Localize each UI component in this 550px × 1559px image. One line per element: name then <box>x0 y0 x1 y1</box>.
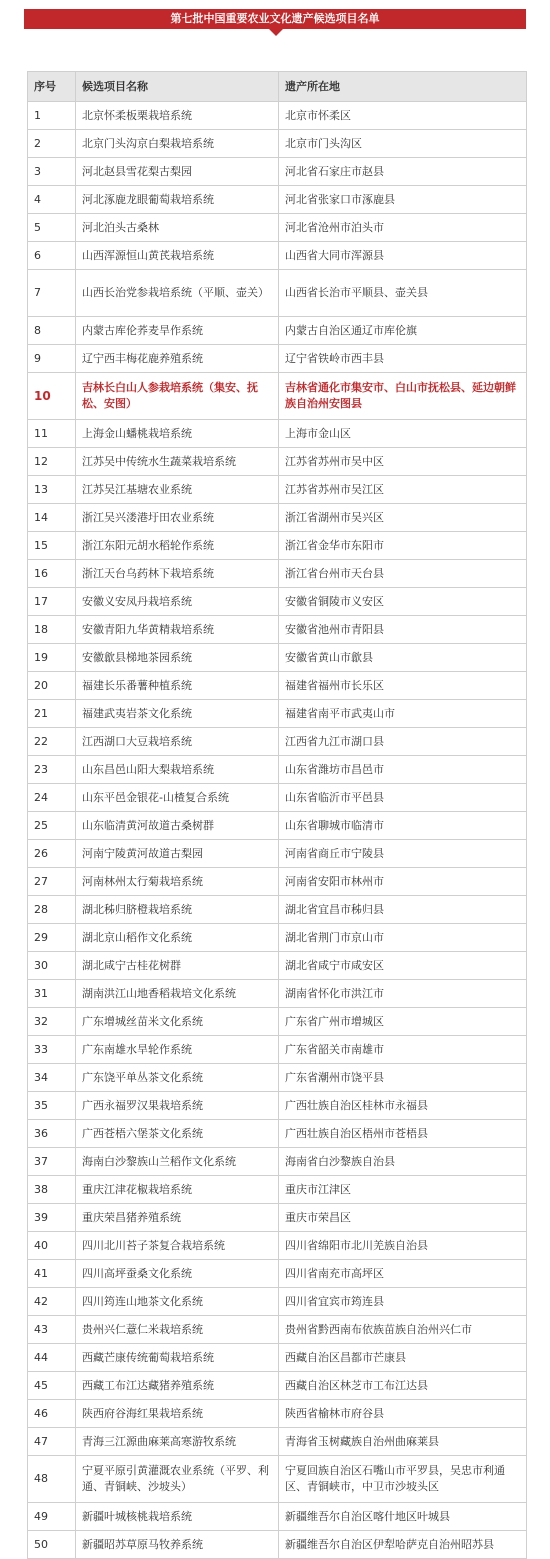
table-row <box>28 784 527 812</box>
cell-location: 河北省沧州市泊头市 <box>279 214 527 242</box>
cell-location: 湖北省荆门市京山市 <box>279 924 527 952</box>
cell-no: 27 <box>28 868 76 896</box>
cell-name: 贵州兴仁薏仁米栽培系统 <box>76 1316 279 1344</box>
cell-location: 河南省商丘市宁陵县 <box>279 840 527 868</box>
cell-name: 湖北秭归脐橙栽培系统 <box>76 896 279 924</box>
cell-location: 西藏自治区昌都市芒康县 <box>279 1344 527 1372</box>
cell-no: 10 <box>28 373 76 420</box>
table-row <box>28 1344 527 1372</box>
cell-no: 50 <box>28 1531 76 1559</box>
cell-no: 40 <box>28 1232 76 1260</box>
cell-name: 安徽义安凤丹栽培系统 <box>76 588 279 616</box>
table-row <box>28 1036 527 1064</box>
candidate-table <box>27 71 527 1559</box>
banner-arrow-icon <box>269 29 283 36</box>
table-row <box>28 504 527 532</box>
cell-name: 山西长治党参栽培系统（平顺、壶关） <box>76 270 279 317</box>
cell-location: 内蒙古自治区通辽市库伦旗 <box>279 317 527 345</box>
cell-no: 48 <box>28 1456 76 1503</box>
cell-name: 河北涿鹿龙眼葡萄栽培系统 <box>76 186 279 214</box>
cell-no: 18 <box>28 616 76 644</box>
cell-name: 山西浑源恒山黄芪栽培系统 <box>76 242 279 270</box>
cell-name: 湖北京山稻作文化系统 <box>76 924 279 952</box>
cell-name: 海南白沙黎族山兰稻作文化系统 <box>76 1148 279 1176</box>
table-row <box>28 812 527 840</box>
table-row <box>28 345 527 373</box>
table-row <box>28 1260 527 1288</box>
table-row <box>28 616 527 644</box>
cell-no: 47 <box>28 1428 76 1456</box>
table-row <box>28 1456 527 1503</box>
cell-location: 浙江省台州市天台县 <box>279 560 527 588</box>
cell-name: 新疆昭苏草原马牧养系统 <box>76 1531 279 1559</box>
cell-location: 海南省白沙黎族自治县 <box>279 1148 527 1176</box>
cell-name: 福建武夷岩茶文化系统 <box>76 700 279 728</box>
cell-no: 44 <box>28 1344 76 1372</box>
table-row <box>28 1092 527 1120</box>
cell-no: 12 <box>28 448 76 476</box>
table-row <box>28 896 527 924</box>
table-row <box>28 373 527 420</box>
cell-name: 浙江东阳元胡水稻轮作系统 <box>76 532 279 560</box>
cell-location: 北京市怀柔区 <box>279 102 527 130</box>
table-row <box>28 1148 527 1176</box>
cell-location: 北京市门头沟区 <box>279 130 527 158</box>
cell-location: 江苏省苏州市吴中区 <box>279 448 527 476</box>
table-row <box>28 158 527 186</box>
cell-location: 河北省张家口市涿鹿县 <box>279 186 527 214</box>
table-row <box>28 588 527 616</box>
cell-name: 江苏吴中传统水生蔬菜栽培系统 <box>76 448 279 476</box>
cell-no: 25 <box>28 812 76 840</box>
header-location: 遗产所在地 <box>279 72 527 102</box>
cell-no: 16 <box>28 560 76 588</box>
cell-name: 新疆叶城核桃栽培系统 <box>76 1503 279 1531</box>
cell-location: 福建省福州市长乐区 <box>279 672 527 700</box>
cell-location: 湖南省怀化市洪江市 <box>279 980 527 1008</box>
table-row <box>28 1008 527 1036</box>
cell-location: 广西壮族自治区桂林市永福县 <box>279 1092 527 1120</box>
table-row <box>28 1531 527 1559</box>
cell-name: 河南宁陵黄河故道古梨园 <box>76 840 279 868</box>
cell-no: 4 <box>28 186 76 214</box>
cell-name: 广西永福罗汉果栽培系统 <box>76 1092 279 1120</box>
cell-no: 20 <box>28 672 76 700</box>
cell-name: 西藏芒康传统葡萄栽培系统 <box>76 1344 279 1372</box>
cell-name: 上海金山蟠桃栽培系统 <box>76 420 279 448</box>
cell-location: 湖北省宜昌市秭归县 <box>279 896 527 924</box>
cell-no: 42 <box>28 1288 76 1316</box>
cell-location: 四川省南充市高坪区 <box>279 1260 527 1288</box>
cell-no: 26 <box>28 840 76 868</box>
cell-name: 山东平邑金银花-山楂复合系统 <box>76 784 279 812</box>
table-row <box>28 728 527 756</box>
table-row <box>28 1232 527 1260</box>
table-row <box>28 420 527 448</box>
table-row <box>28 532 527 560</box>
cell-location: 湖北省咸宁市咸安区 <box>279 952 527 980</box>
cell-name: 浙江天台乌药林下栽培系统 <box>76 560 279 588</box>
cell-no: 22 <box>28 728 76 756</box>
cell-location: 吉林省通化市集安市、白山市抚松县、延边朝鲜族自治州安图县 <box>279 373 527 420</box>
cell-name: 广东南雄水旱轮作系统 <box>76 1036 279 1064</box>
cell-no: 5 <box>28 214 76 242</box>
cell-name: 青海三江源曲麻莱高寒游牧系统 <box>76 1428 279 1456</box>
table-row <box>28 980 527 1008</box>
cell-no: 37 <box>28 1148 76 1176</box>
cell-name: 河北赵县雪花梨古梨园 <box>76 158 279 186</box>
cell-location: 重庆市荣昌区 <box>279 1204 527 1232</box>
cell-no: 34 <box>28 1064 76 1092</box>
table-row <box>28 1176 527 1204</box>
cell-no: 1 <box>28 102 76 130</box>
table-row <box>28 130 527 158</box>
cell-location: 上海市金山区 <box>279 420 527 448</box>
cell-name: 内蒙古库伦荞麦旱作系统 <box>76 317 279 345</box>
cell-location: 西藏自治区林芝市工布江达县 <box>279 1372 527 1400</box>
cell-location: 安徽省黄山市歙县 <box>279 644 527 672</box>
table-row <box>28 868 527 896</box>
cell-location: 新疆维吾尔自治区伊犁哈萨克自治州昭苏县 <box>279 1531 527 1559</box>
table-row <box>28 644 527 672</box>
table-row <box>28 840 527 868</box>
table-row <box>28 756 527 784</box>
table-row <box>28 102 527 130</box>
cell-name: 广东饶平单丛茶文化系统 <box>76 1064 279 1092</box>
cell-name: 四川筠连山地茶文化系统 <box>76 1288 279 1316</box>
cell-location: 河南省安阳市林州市 <box>279 868 527 896</box>
cell-location: 新疆维吾尔自治区喀什地区叶城县 <box>279 1503 527 1531</box>
cell-name: 吉林长白山人参栽培系统（集安、抚松、安图） <box>76 373 279 420</box>
cell-name: 北京怀柔板栗栽培系统 <box>76 102 279 130</box>
cell-name: 山东昌邑山阳大梨栽培系统 <box>76 756 279 784</box>
cell-location: 浙江省湖州市吴兴区 <box>279 504 527 532</box>
cell-location: 山东省潍坊市昌邑市 <box>279 756 527 784</box>
cell-no: 30 <box>28 952 76 980</box>
cell-no: 35 <box>28 1092 76 1120</box>
cell-no: 7 <box>28 270 76 317</box>
cell-no: 17 <box>28 588 76 616</box>
cell-no: 9 <box>28 345 76 373</box>
cell-no: 11 <box>28 420 76 448</box>
cell-no: 28 <box>28 896 76 924</box>
title-banner <box>24 9 526 29</box>
cell-no: 24 <box>28 784 76 812</box>
cell-no: 39 <box>28 1204 76 1232</box>
cell-name: 四川高坪蚕桑文化系统 <box>76 1260 279 1288</box>
cell-no: 36 <box>28 1120 76 1148</box>
cell-name: 四川北川苔子茶复合栽培系统 <box>76 1232 279 1260</box>
table-row <box>28 1316 527 1344</box>
cell-location: 广西壮族自治区梧州市苍梧县 <box>279 1120 527 1148</box>
table-row <box>28 317 527 345</box>
cell-name: 安徽青阳九华黄精栽培系统 <box>76 616 279 644</box>
cell-name: 浙江吴兴溇港圩田农业系统 <box>76 504 279 532</box>
cell-name: 安徽歙县梯地茶园系统 <box>76 644 279 672</box>
cell-no: 14 <box>28 504 76 532</box>
table-row <box>28 1372 527 1400</box>
cell-name: 湖北咸宁古桂花树群 <box>76 952 279 980</box>
cell-name: 西藏工布江达藏猪养殖系统 <box>76 1372 279 1400</box>
cell-location: 安徽省池州市青阳县 <box>279 616 527 644</box>
table-row <box>28 270 527 317</box>
cell-name: 河南林州太行菊栽培系统 <box>76 868 279 896</box>
cell-location: 青海省玉树藏族自治州曲麻莱县 <box>279 1428 527 1456</box>
cell-no: 8 <box>28 317 76 345</box>
cell-no: 3 <box>28 158 76 186</box>
table-row <box>28 924 527 952</box>
cell-location: 四川省绵阳市北川羌族自治县 <box>279 1232 527 1260</box>
cell-name: 陕西府谷海红果栽培系统 <box>76 1400 279 1428</box>
cell-no: 45 <box>28 1372 76 1400</box>
table-row <box>28 448 527 476</box>
cell-name: 山东临清黄河故道古桑树群 <box>76 812 279 840</box>
table-header-row <box>28 72 527 102</box>
cell-name: 湖南洪江山地香稻栽培文化系统 <box>76 980 279 1008</box>
cell-no: 13 <box>28 476 76 504</box>
cell-name: 辽宁西丰梅花鹿养殖系统 <box>76 345 279 373</box>
cell-no: 15 <box>28 532 76 560</box>
cell-location: 江苏省苏州市吴江区 <box>279 476 527 504</box>
cell-location: 福建省南平市武夷山市 <box>279 700 527 728</box>
cell-location: 山东省聊城市临清市 <box>279 812 527 840</box>
table-row <box>28 1288 527 1316</box>
cell-no: 41 <box>28 1260 76 1288</box>
cell-no: 6 <box>28 242 76 270</box>
cell-no: 49 <box>28 1503 76 1531</box>
cell-location: 河北省石家庄市赵县 <box>279 158 527 186</box>
cell-location: 广东省韶关市南雄市 <box>279 1036 527 1064</box>
cell-name: 江西湖口大豆栽培系统 <box>76 728 279 756</box>
cell-location: 广东省广州市增城区 <box>279 1008 527 1036</box>
table-row <box>28 242 527 270</box>
cell-name: 广东增城丝苗米文化系统 <box>76 1008 279 1036</box>
cell-no: 32 <box>28 1008 76 1036</box>
cell-name: 重庆荣昌猪养殖系统 <box>76 1204 279 1232</box>
cell-no: 46 <box>28 1400 76 1428</box>
page-title: 第七批中国重要农业文化遗产候选项目名单 <box>170 12 380 25</box>
cell-location: 宁夏回族自治区石嘴山市平罗县，吴忠市利通区、青铜峡市，中卫市沙坡头区 <box>279 1456 527 1503</box>
table-row <box>28 672 527 700</box>
cell-location: 山西省长治市平顺县、壶关县 <box>279 270 527 317</box>
table-row <box>28 186 527 214</box>
header-name: 候选项目名称 <box>76 72 279 102</box>
cell-location: 重庆市江津区 <box>279 1176 527 1204</box>
cell-location: 浙江省金华市东阳市 <box>279 532 527 560</box>
cell-name: 广西苍梧六堡茶文化系统 <box>76 1120 279 1148</box>
table-row <box>28 560 527 588</box>
table-row <box>28 700 527 728</box>
cell-no: 38 <box>28 1176 76 1204</box>
cell-no: 29 <box>28 924 76 952</box>
cell-name: 重庆江津花椒栽培系统 <box>76 1176 279 1204</box>
cell-name: 江苏吴江基塘农业系统 <box>76 476 279 504</box>
table-row <box>28 476 527 504</box>
table-row <box>28 1064 527 1092</box>
cell-location: 安徽省铜陵市义安区 <box>279 588 527 616</box>
cell-no: 43 <box>28 1316 76 1344</box>
cell-location: 山西省大同市浑源县 <box>279 242 527 270</box>
cell-no: 19 <box>28 644 76 672</box>
table-row <box>28 1400 527 1428</box>
table-row <box>28 952 527 980</box>
cell-no: 2 <box>28 130 76 158</box>
header-no: 序号 <box>28 72 76 102</box>
table-row <box>28 214 527 242</box>
cell-location: 广东省潮州市饶平县 <box>279 1064 527 1092</box>
cell-no: 23 <box>28 756 76 784</box>
cell-location: 贵州省黔西南布依族苗族自治州兴仁市 <box>279 1316 527 1344</box>
cell-no: 31 <box>28 980 76 1008</box>
table-row <box>28 1503 527 1531</box>
table-row <box>28 1204 527 1232</box>
table-row <box>28 1428 527 1456</box>
cell-no: 33 <box>28 1036 76 1064</box>
table-row <box>28 1120 527 1148</box>
cell-name: 河北泊头古桑林 <box>76 214 279 242</box>
cell-location: 辽宁省铁岭市西丰县 <box>279 345 527 373</box>
cell-location: 江西省九江市湖口县 <box>279 728 527 756</box>
cell-location: 山东省临沂市平邑县 <box>279 784 527 812</box>
cell-name: 北京门头沟京白梨栽培系统 <box>76 130 279 158</box>
cell-name: 福建长乐番薯种植系统 <box>76 672 279 700</box>
cell-location: 四川省宜宾市筠连县 <box>279 1288 527 1316</box>
cell-location: 陕西省榆林市府谷县 <box>279 1400 527 1428</box>
cell-no: 21 <box>28 700 76 728</box>
cell-name: 宁夏平原引黄灌溉农业系统（平罗、利通、青铜峡、沙坡头） <box>76 1456 279 1503</box>
